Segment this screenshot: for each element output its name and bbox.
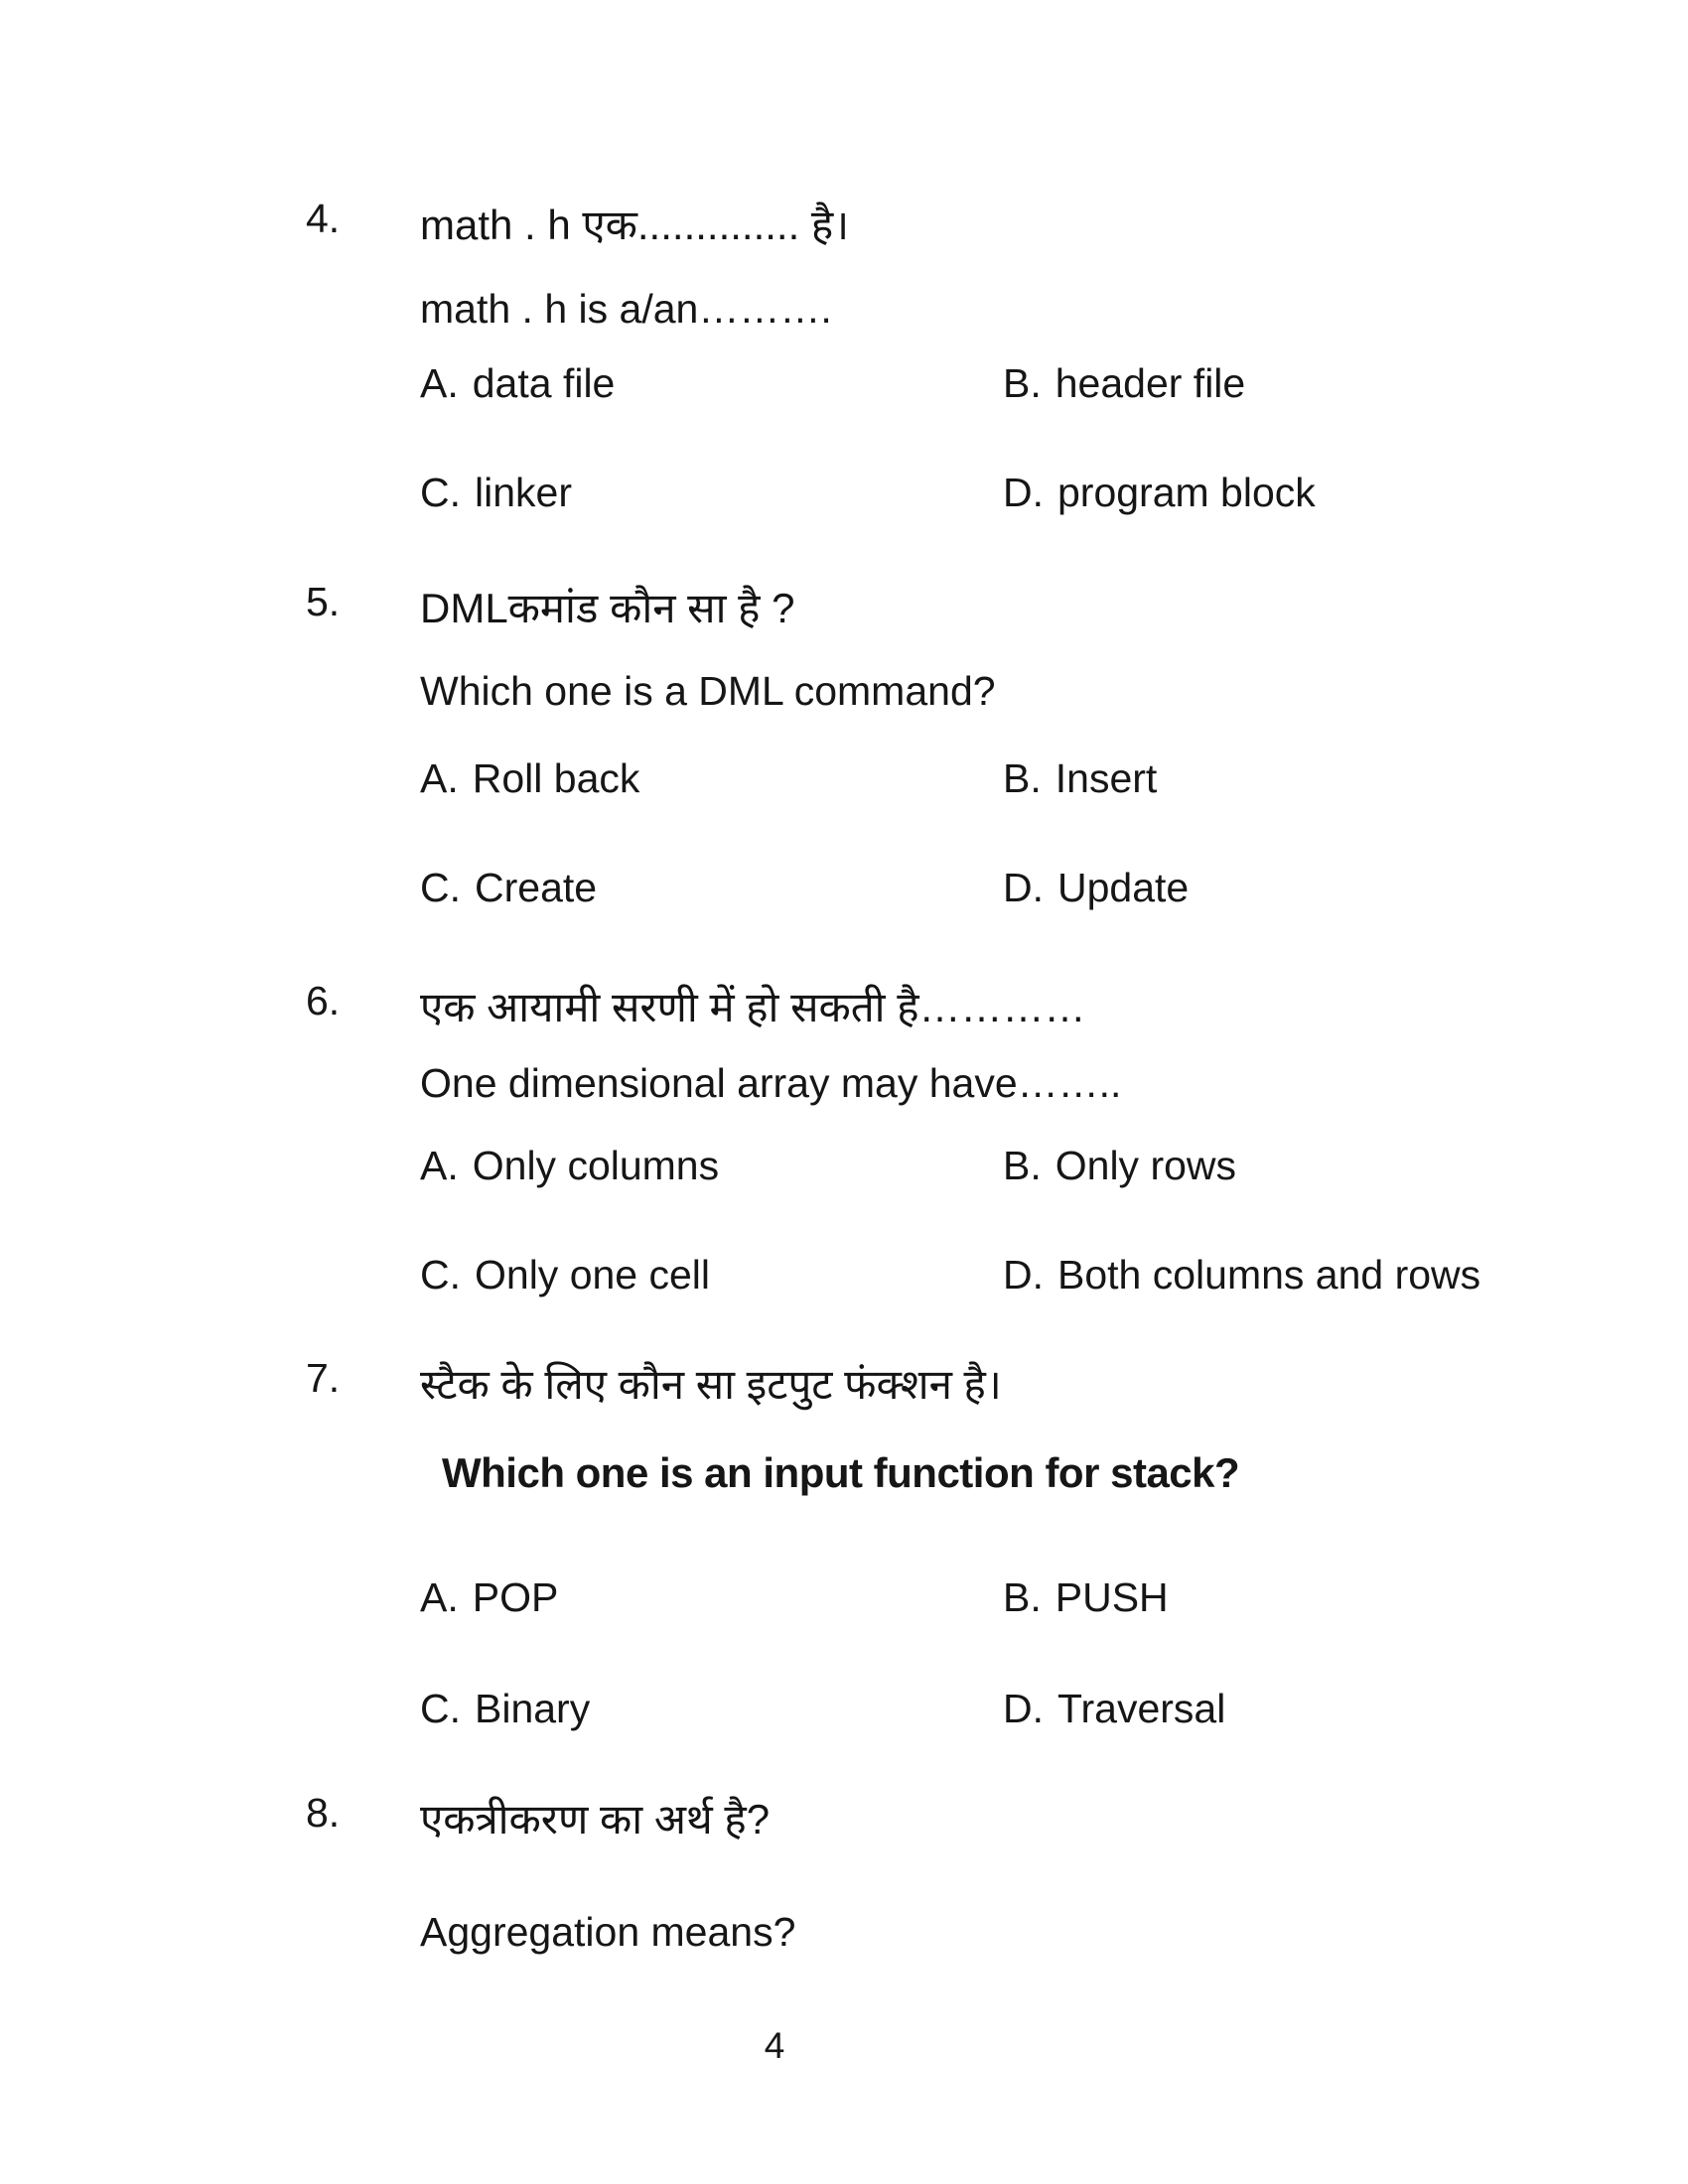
question-7-option-c: C. Binary [420, 1686, 591, 1731]
question-5-hindi-text: DMLकमांड कौन सा है ? [420, 585, 795, 631]
question-6-option-d: D. Both columns and rows [1003, 1252, 1481, 1297]
question-5-option-a: A. Roll back [420, 755, 640, 801]
question-4-english-text: math . h is a/an………. [420, 286, 832, 332]
question-8-english-text: Aggregation means? [420, 1909, 796, 1955]
question-6-option-a: A. Only columns [420, 1143, 720, 1188]
question-4-option-b: B. header file [1003, 360, 1246, 406]
question-6-option-c: C. Only one cell [420, 1252, 711, 1297]
question-6-option-b: B. Only rows [1003, 1143, 1237, 1188]
question-7-option-a: A. POP [420, 1574, 559, 1620]
question-5-english-text: Which one is a DML command? [420, 668, 996, 714]
question-5-option-b: B. Insert [1003, 755, 1158, 801]
question-4-hindi-text: math . h एक.............. है। [420, 202, 850, 248]
question-7-option-d: D. Traversal [1003, 1686, 1226, 1731]
page-number: 4 [764, 2025, 785, 2066]
question-6-hindi-text: एक आयामी सरणी में हो सकती है………… [420, 984, 1086, 1030]
question-7-option-b: B. PUSH [1003, 1574, 1169, 1620]
question-4-option-d: D. program block [1003, 470, 1316, 515]
question-8-number: 8. [306, 1790, 341, 1836]
question-8-hindi-text: एकत्रीकरण का अर्थ है? [420, 1796, 771, 1843]
question-7-english-text: Which one is an input function for stack? [442, 1449, 1240, 1496]
question-4-option-a: A. data file [420, 360, 616, 406]
question-7-hindi-text: स्टैक के लिए कौन सा इटपुट फंक्शन है। [420, 1361, 1002, 1408]
question-6-english-text: One dimensional array may have…….. [420, 1060, 1122, 1106]
question-5-number: 5. [306, 579, 341, 624]
question-4-number: 4. [306, 196, 341, 241]
question-5-option-c: C. Create [420, 865, 598, 910]
question-6-number: 6. [306, 978, 341, 1024]
question-5-option-d: D. Update [1003, 865, 1190, 910]
question-7-number: 7. [306, 1355, 341, 1401]
question-4-option-c: C. linker [420, 470, 572, 515]
